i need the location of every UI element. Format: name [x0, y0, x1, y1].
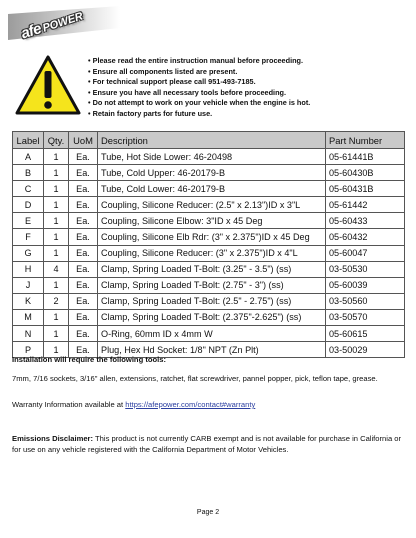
- table-row: [13, 197, 405, 213]
- cell-description: Tube, Cold Upper: 46-20179-B: [98, 165, 326, 181]
- cell-uom: Ea.: [69, 229, 98, 245]
- warranty-prefix: Warranty Information available at: [12, 400, 126, 409]
- table-row: [13, 261, 405, 277]
- warning-item: • Ensure you have all necessary tools before proceeding.: [88, 88, 310, 99]
- cell-part-number: 05-60039: [326, 277, 405, 293]
- table-row: [13, 149, 405, 165]
- cell-description: Clamp, Spring Loaded T-Bolt: (2.5" - 2.75") (ss): [98, 293, 326, 309]
- header-label: Label: [13, 132, 44, 149]
- cell-label: B: [13, 165, 44, 181]
- header-part-number: Part Number: [326, 132, 405, 149]
- warning-item: • Please read the entire instruction manual before proceeding.: [88, 56, 310, 67]
- cell-description: Coupling, Silicone Reducer: (2.5" x 2.13")ID x 3"L: [98, 197, 326, 213]
- cell-label: C: [13, 181, 44, 197]
- table-row: [13, 181, 405, 197]
- warning-triangle-icon: [14, 54, 82, 116]
- cell-uom: Ea.: [69, 342, 98, 358]
- emissions-text: This product is not currently CARB exempt and is not available for purchase in California or for use on any vehicle registered with the California Department of Motor Vehicles.: [12, 434, 402, 454]
- header-description: Description: [98, 132, 326, 149]
- cell-label: E: [13, 213, 44, 229]
- cell-qty: 1: [44, 229, 69, 245]
- cell-qty: 1: [44, 213, 69, 229]
- table-row: [13, 326, 405, 342]
- cell-part-number: 05-60433: [326, 213, 405, 229]
- table-row: [13, 245, 405, 261]
- table-row: [13, 229, 405, 245]
- cell-label: A: [13, 149, 44, 165]
- cell-qty: 1: [44, 181, 69, 197]
- cell-part-number: 03-50570: [326, 309, 405, 325]
- cell-description: Tube, Cold Lower: 46-20179-B: [98, 181, 326, 197]
- cell-qty: 1: [44, 197, 69, 213]
- table-header-row: [13, 132, 405, 149]
- cell-uom: Ea.: [69, 149, 98, 165]
- cell-qty: 1: [44, 309, 69, 325]
- cell-part-number: 05-60432: [326, 229, 405, 245]
- cell-label: D: [13, 197, 44, 213]
- logo-brand: afe: [18, 20, 44, 43]
- cell-label: G: [13, 245, 44, 261]
- warranty-info: [12, 400, 255, 409]
- tools-heading: Installation will require the following tools:: [12, 355, 166, 364]
- cell-part-number: 05-60615: [326, 326, 405, 342]
- tools-list: 7mm, 7/16 sockets, 3/16" allen, extensions, ratchet, flat screwdriver, pannel popper, pick, teflon tape, grease.: [12, 374, 378, 383]
- cell-description: Coupling, Silicone Reducer: (3" x 2.375")ID x 4"L: [98, 245, 326, 261]
- header-uom: UoM: [69, 132, 98, 149]
- cell-description: Tube, Hot Side Lower: 46-20498: [98, 149, 326, 165]
- emissions-label: Emissions Disclaimer:: [12, 434, 94, 443]
- cell-uom: Ea.: [69, 197, 98, 213]
- table-row: [13, 213, 405, 229]
- cell-part-number: 05-61442: [326, 197, 405, 213]
- cell-description: Clamp, Spring Loaded T-Bolt: (2.75" - 3") (ss): [98, 277, 326, 293]
- cell-label: J: [13, 277, 44, 293]
- cell-label: F: [13, 229, 44, 245]
- warning-item: • Do not attempt to work on your vehicle when the engine is hot.: [88, 98, 310, 109]
- cell-uom: Ea.: [69, 293, 98, 309]
- parts-table: [12, 131, 405, 358]
- cell-uom: Ea.: [69, 309, 98, 325]
- cell-part-number: 05-60047: [326, 245, 405, 261]
- page-number: Page 2: [196, 509, 220, 516]
- afe-power-logo: [8, 6, 120, 48]
- emissions-disclaimer: [12, 433, 407, 455]
- cell-uom: Ea.: [69, 245, 98, 261]
- cell-part-number: 03-50560: [326, 293, 405, 309]
- warning-item: • Retain factory parts for future use.: [88, 109, 310, 120]
- warning-list: [88, 56, 310, 120]
- cell-uom: Ea.: [69, 165, 98, 181]
- warranty-link[interactable]: https://afepower.com/contact#warranty: [125, 400, 256, 409]
- cell-qty: 1: [44, 165, 69, 181]
- cell-part-number: 03-50530: [326, 261, 405, 277]
- cell-description: Clamp, Spring Loaded T-Bolt: (2.375"-2.625") (ss): [98, 309, 326, 325]
- cell-qty: 2: [44, 293, 69, 309]
- cell-part-number: 03-50029: [326, 342, 405, 358]
- cell-qty: 1: [44, 326, 69, 342]
- cell-qty: 1: [44, 277, 69, 293]
- cell-label: P: [13, 342, 44, 358]
- cell-uom: Ea.: [69, 213, 98, 229]
- warning-item: • For technical support please call 951-493-7185.: [88, 77, 310, 88]
- cell-part-number: 05-61441B: [326, 149, 405, 165]
- cell-uom: Ea.: [69, 326, 98, 342]
- logo-sub: POWER: [41, 10, 85, 35]
- header-qty: Qty.: [44, 132, 69, 149]
- table-row: [13, 293, 405, 309]
- cell-part-number: 05-60431B: [326, 181, 405, 197]
- cell-description: O-Ring, 60mm ID x 4mm W: [98, 326, 326, 342]
- cell-uom: Ea.: [69, 277, 98, 293]
- parts-table-body: [13, 149, 405, 358]
- cell-description: Plug, Hex Hd Socket: 1/8" NPT (Zn Plt): [98, 342, 326, 358]
- warning-item: • Ensure all components listed are present.: [88, 67, 310, 78]
- cell-description: Coupling, Silicone Elbow: 3"ID x 45 Deg: [98, 213, 326, 229]
- cell-qty: 1: [44, 149, 69, 165]
- cell-label: K: [13, 293, 44, 309]
- cell-description: Clamp, Spring Loaded T-Bolt: (3.25" - 3.5") (ss): [98, 261, 326, 277]
- table-row: [13, 309, 405, 325]
- table-row: [13, 277, 405, 293]
- cell-part-number: 05-60430B: [326, 165, 405, 181]
- cell-label: H: [13, 261, 44, 277]
- cell-qty: 1: [44, 342, 69, 358]
- cell-qty: 4: [44, 261, 69, 277]
- cell-label: M: [13, 309, 44, 325]
- cell-uom: Ea.: [69, 181, 98, 197]
- cell-description: Coupling, Silicone Elb Rdr: (3" x 2.375")ID x 45 Deg: [98, 229, 326, 245]
- cell-label: N: [13, 326, 44, 342]
- cell-qty: 1: [44, 245, 69, 261]
- cell-uom: Ea.: [69, 261, 98, 277]
- table-row: [13, 165, 405, 181]
